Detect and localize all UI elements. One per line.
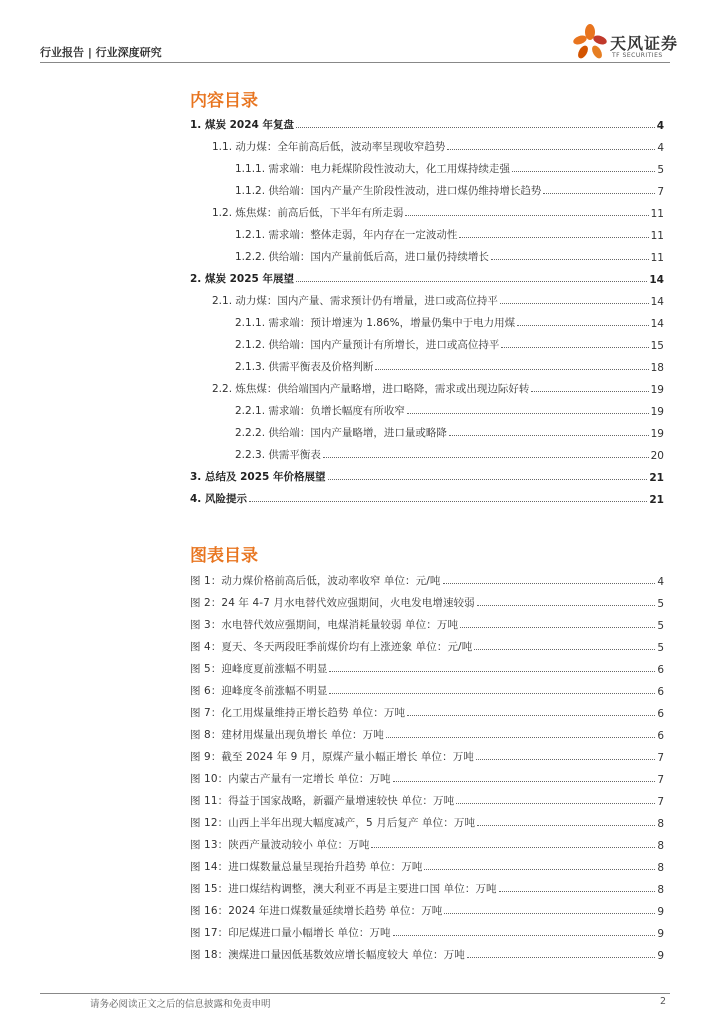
dot-leader [407, 715, 655, 716]
dot-leader [477, 825, 655, 826]
dot-leader [296, 281, 647, 282]
figure-list-item[interactable] [190, 588, 664, 610]
toc-entry[interactable] [190, 220, 664, 242]
flower-logo-icon [572, 22, 608, 62]
dot-leader [456, 803, 655, 804]
dot-leader [249, 501, 647, 502]
dot-leader [443, 583, 656, 584]
entry-title: 图 5：迎峰度夏前涨幅不明显 [190, 663, 328, 675]
entry-title: 1.1. 动力煤：全年前高后低，波动率呈现收窄趋势 [212, 141, 446, 153]
entry-title: 图 2：24 年 4-7 月水电替代效应强期间，火电发电增速较弱 [190, 597, 475, 609]
entry-page-number: 4 [657, 142, 664, 154]
entry-page-number: 6 [657, 664, 664, 676]
entry-page-number: 14 [650, 318, 664, 330]
entry-page-number: 5 [657, 642, 664, 654]
entry-page-number: 11 [650, 252, 664, 264]
entry-title: 2.2.2. 供给端：国内产量略增，进口量或略降 [235, 427, 447, 439]
entry-title: 2.1.3. 供需平衡表及价格判断 [235, 361, 374, 373]
figure-list-item[interactable] [190, 632, 664, 654]
entry-page-number: 18 [650, 362, 664, 374]
entry-title: 图 10：内蒙古产量有一定增长 单位：万吨 [190, 773, 391, 785]
entry-page-number: 14 [650, 296, 664, 308]
entry-page-number: 4 [657, 576, 664, 588]
entry-title: 1.1.1. 需求端：电力耗煤阶段性波动大，化工用煤持续走强 [235, 163, 510, 175]
entry-page-number: 9 [657, 906, 664, 918]
dot-leader [329, 693, 655, 694]
figure-list-item[interactable] [190, 940, 664, 962]
entry-title: 2.1.2. 供给端：国内产量预计有所增长，进口或高位持平 [235, 339, 500, 351]
dot-leader [501, 347, 648, 348]
figure-list-item[interactable] [190, 698, 664, 720]
entry-page-number: 11 [650, 230, 664, 242]
toc-entry[interactable] [190, 484, 664, 506]
entry-title: 1. 煤炭 2024 年复盘 [190, 119, 294, 131]
toc-entry[interactable] [190, 374, 664, 396]
dot-leader [407, 413, 649, 414]
entry-title: 1.1.2. 供给端：国内产量产生阶段性波动，进口煤仍维持增长趋势 [235, 185, 542, 197]
entry-page-number: 20 [650, 450, 664, 462]
entry-page-number: 15 [650, 340, 664, 352]
dot-leader [444, 913, 655, 914]
contents-list [190, 110, 664, 506]
footer-divider [40, 993, 670, 994]
entry-page-number: 19 [650, 406, 664, 418]
toc-entry[interactable] [190, 396, 664, 418]
entry-title: 图 6：迎峰度冬前涨幅不明显 [190, 685, 328, 697]
entry-page-number: 19 [650, 428, 664, 440]
entry-title: 图 3：水电替代效应强期间，电煤消耗量较弱 单位：万吨 [190, 619, 459, 631]
toc-entry[interactable] [190, 308, 664, 330]
entry-title: 1.2.1. 需求端：整体走弱，年内存在一定波动性 [235, 229, 458, 241]
entry-title: 图 8：建材用煤量出现负增长 单位：万吨 [190, 729, 384, 741]
entry-page-number: 4 [656, 120, 664, 132]
dot-leader [476, 759, 655, 760]
entry-page-number: 8 [657, 862, 664, 874]
entry-title: 图 18：澳煤进口量因低基数效应增长幅度较大 单位：万吨 [190, 949, 465, 961]
entry-page-number: 11 [650, 208, 664, 220]
entry-page-number: 14 [649, 274, 664, 286]
dot-leader [449, 435, 649, 436]
figure-list-item[interactable] [190, 610, 664, 632]
entry-title: 图 14：进口煤数量总量呈现抬升趋势 单位：万吨 [190, 861, 423, 873]
entry-title: 2.1.1. 需求端：预计增速为 1.86%，增量仍集中于电力用煤 [235, 317, 516, 329]
entry-page-number: 6 [657, 686, 664, 698]
figure-list-item[interactable] [190, 786, 664, 808]
header-divider [40, 62, 670, 63]
entry-page-number: 5 [657, 164, 664, 176]
entry-page-number: 9 [657, 928, 664, 940]
dot-leader [447, 149, 655, 150]
figure-list-item[interactable] [190, 808, 664, 830]
dot-leader [323, 457, 649, 458]
entry-page-number: 7 [657, 796, 664, 808]
figure-list-item[interactable] [190, 918, 664, 940]
dot-leader [459, 237, 648, 238]
toc-entry[interactable] [190, 132, 664, 154]
toc-entry[interactable] [190, 110, 664, 132]
figures-list [190, 566, 664, 962]
entry-title: 图 9：截至 2024 年 9 月，原煤产量小幅正增长 单位：万吨 [190, 751, 474, 763]
header-label: 行业报告 | 行业深度研究 [40, 46, 162, 59]
entry-page-number: 6 [657, 730, 664, 742]
figure-list-item[interactable] [190, 720, 664, 742]
dot-leader [386, 737, 655, 738]
entry-title: 2.1. 动力煤：国内产量、需求预计仍有增量，进口或高位持平 [212, 295, 498, 307]
entry-page-number: 7 [657, 186, 664, 198]
entry-page-number: 5 [657, 598, 664, 610]
toc-entry[interactable] [190, 418, 664, 440]
dot-leader [491, 259, 649, 260]
dot-leader [424, 869, 655, 870]
logo-text-cn: 天风证券 [610, 34, 679, 53]
figures-title: 图表目录 [190, 546, 258, 566]
entry-title: 图 16：2024 年进口煤数量延续增长趋势 单位：万吨 [190, 905, 443, 917]
dot-leader [375, 369, 648, 370]
entry-title: 4. 风险提示 [190, 493, 247, 505]
dot-leader [512, 171, 655, 172]
toc-entry[interactable] [190, 176, 664, 198]
figure-list-item[interactable] [190, 566, 664, 588]
figure-list-item[interactable] [190, 830, 664, 852]
toc-entry[interactable] [190, 154, 664, 176]
entry-title: 3. 总结及 2025 年价格展望 [190, 471, 326, 483]
entry-page-number: 7 [657, 752, 664, 764]
footer-disclaimer: 请务必阅读正文之后的信息披露和免责申明 [90, 999, 271, 1010]
dot-leader [500, 303, 649, 304]
figure-list-item[interactable] [190, 742, 664, 764]
entry-page-number: 19 [650, 384, 664, 396]
entry-title: 图 4：夏天、冬天两段旺季前煤价均有上涨迹象 单位：元/吨 [190, 641, 473, 653]
dot-leader [405, 215, 648, 216]
dot-leader [531, 391, 648, 392]
company-logo [572, 22, 684, 62]
dot-leader [474, 649, 655, 650]
entry-title: 1.2. 炼焦煤：前高后低，下半年有所走弱 [212, 207, 404, 219]
page-number: 2 [659, 996, 666, 1007]
toc-entry[interactable] [190, 264, 664, 286]
dot-leader [371, 847, 655, 848]
entry-title: 图 7：化工用煤量维持正增长趋势 单位：万吨 [190, 707, 406, 719]
toc-entry[interactable] [190, 462, 664, 484]
dot-leader [296, 127, 655, 128]
dot-leader [517, 325, 649, 326]
entry-page-number: 5 [657, 620, 664, 632]
toc-entry[interactable] [190, 440, 664, 462]
toc-entry[interactable] [190, 330, 664, 352]
entry-page-number: 8 [657, 884, 664, 896]
dot-leader [477, 605, 656, 606]
contents-title: 内容目录 [190, 91, 258, 111]
dot-leader [543, 193, 655, 194]
entry-title: 2.2.1. 需求端：负增长幅度有所收窄 [235, 405, 405, 417]
entry-title: 图 1：动力煤价格前高后低，波动率收窄 单位：元/吨 [190, 575, 441, 587]
entry-title: 图 11：得益于国家战略，新疆产量增速较快 单位：万吨 [190, 795, 455, 807]
figure-list-item[interactable] [190, 676, 664, 698]
toc-entry[interactable] [190, 286, 664, 308]
figure-list-item[interactable] [190, 874, 664, 896]
entry-page-number: 6 [657, 708, 664, 720]
figure-list-item[interactable] [190, 896, 664, 918]
entry-page-number: 21 [649, 472, 664, 484]
entry-title: 2.2.3. 供需平衡表 [235, 449, 321, 461]
toc-entry[interactable] [190, 352, 664, 374]
dot-leader [328, 479, 648, 480]
toc-entry[interactable] [190, 242, 664, 264]
dot-leader [499, 891, 656, 892]
entry-title: 图 17：印尼煤进口量小幅增长 单位：万吨 [190, 927, 391, 939]
figure-list-item[interactable] [190, 764, 664, 786]
entry-page-number: 21 [649, 494, 664, 506]
figure-list-item[interactable] [190, 654, 664, 676]
dot-leader [329, 671, 655, 672]
figure-list-item[interactable] [190, 852, 664, 874]
entry-title: 1.2.2. 供给端：国内产量前低后高，进口量仍持续增长 [235, 251, 489, 263]
dot-leader [460, 627, 655, 628]
entry-title: 图 12：山西上半年出现大幅度减产，5 月后复产 单位：万吨 [190, 817, 476, 829]
entry-title: 2.2. 炼焦煤：供给端国内产量略增，进口略降，需求或出现边际好转 [212, 383, 530, 395]
dot-leader [393, 935, 656, 936]
entry-page-number: 8 [657, 840, 664, 852]
logo-text-en: TF SECURITIES [612, 52, 663, 59]
entry-title: 图 15：进口煤结构调整，澳大利亚不再是主要进口国 单位：万吨 [190, 883, 497, 895]
entry-page-number: 8 [657, 818, 664, 830]
dot-leader [393, 781, 656, 782]
entry-title: 图 13：陕西产量波动较小 单位：万吨 [190, 839, 370, 851]
entry-title: 2. 煤炭 2025 年展望 [190, 273, 294, 285]
toc-entry[interactable] [190, 198, 664, 220]
entry-page-number: 7 [657, 774, 664, 786]
dot-leader [467, 957, 655, 958]
entry-page-number: 9 [657, 950, 664, 962]
